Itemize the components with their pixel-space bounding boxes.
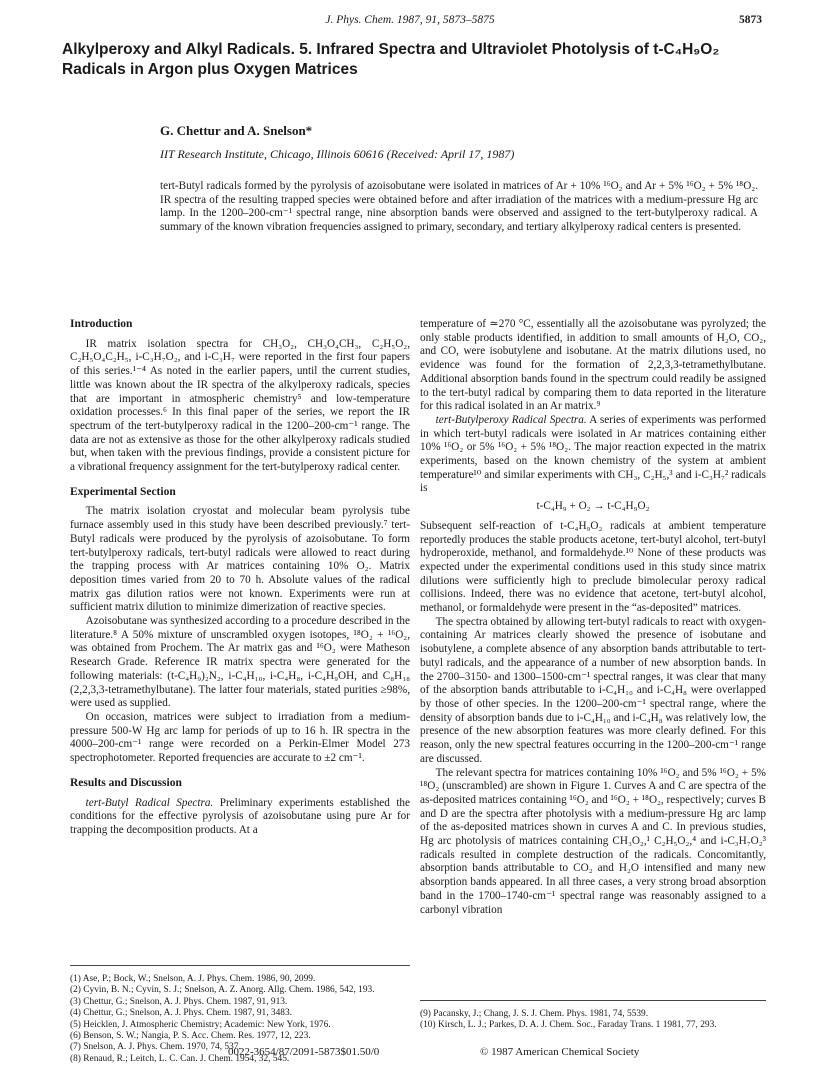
paragraph-text: Preliminary experiments established the conditions for the effective pyrolysis of azoisobutane using pure Ar for trapping the decomposition products. At a (70, 796, 410, 836)
reference-item: (10) Kirsch, L. J.; Parkes, D. A. J. Chem. Soc., Faraday Trans. 1 1981, 77, 293. (420, 1020, 717, 1031)
paragraph (70, 797, 410, 838)
reference-item: (9) Pacansky, J.; Chang, J. S. J. Chem. Phys. 1981, 74, 5539. (420, 1009, 649, 1019)
section-heading-results: Results and Discussion (70, 776, 182, 789)
section-heading-experimental: Experimental Section (70, 485, 176, 498)
reference-item: (8) Renaud, R.; Leitch, L. C. Can. J. Chem. 1954, 32, 545. (70, 1053, 290, 1064)
paragraph: On occasion, matrices were subject to irradiation from a medium-pressure 500-W Hg arc lamp for periods of up to 16 h. IR spectra in the 4000–200-cm⁻¹ range were recorded on a Perkin-Elmer Model 273 spectrophotometer. Reported frequencies are accurate to ±2 cm⁻¹. (70, 710, 410, 765)
reference-item: (4) Chettur, G.; Snelson, A. J. Phys. Chem. 1987, 91, 3483. (70, 1008, 293, 1019)
paragraph (420, 414, 766, 496)
paragraph: IR matrix isolation spectra for CH₃O₂, CH₃O₄CH₃, C₂H₅O₂, C₂H₅O₄C₂H₅, i-C₃H₇O₂, and i-C₃H₇ were reported in the first four papers of this series.¹⁻⁴ As noted in the earlier papers, until the current studies, little was known about the IR spectra of the alkylperoxy radicals, species that are important in atmospheric chemistry⁵ and low-temperature oxidation processes.⁶ In this final paper of the series, we report the IR spectrum of the tert-butylperoxy radical in the 1200–200-cm⁻¹ range. The data are not as extensive as those for the other alkylperoxy radicals studied but, when taken with the previous findings, provide a consistent picture for a vibrational frequency assignment for the tert-butylperoxy radical center. (70, 337, 410, 474)
author-list: G. Chettur and A. Snelson* (160, 123, 313, 138)
reference-item: (1) Ase, P.; Bock, W.; Snelson, A. J. Phys. Chem. 1986, 90, 2099. (70, 974, 316, 984)
running-head (0, 14, 820, 30)
paragraph: The relevant spectra for matrices containing 10% ¹⁶O₂ and 5% ¹⁶O₂ + 5% ¹⁸O₂ (unscrambled) are shown in Figure 1. Curves A and C are spectra of the as-deposited matrices containing ¹⁶O₂ and ¹⁶O₂ + ¹⁸O₂, respectively; curves B and D are the spectra after photolysis with a medium-pressure Hg arc lamp of the as-deposited matrices shown in curves A and C. In previous studies, Hg arc photolysis of matrices containing CH₃O₂,¹ C₂H₅O₂,⁴ and i-C₃H₇O₂³ radicals resulted in complete destruction of the radicals. Concomitantly, absorption bands attributable to CO₂ and H₂O intensified and many new absorption bands appeared. In all three cases, a very strong broad absorption band in the 1700–1740-cm⁻¹ spectral range was reasonably assigned to a carbonyl vibration (420, 766, 766, 916)
paragraph: Azoisobutane was synthesized according to a procedure described in the literature.⁸ A 50% mixture of unscrambled oxygen isotopes, ¹⁸O₂ + ¹⁶O₂, was obtained from Prochem. The Ar matrix gas and ¹⁶O₂ were Matheson Research Grade. Reference IR matrix spectra were generated for the following materials: (t-C₄H₉)₂N₂, i-C₄H₁₀, i-C₄H₈, i-C₄H₉OH, and C₈H₁₈ (2,2,3,3-tetramethylbutane). The latter four materials, stated purities ≥98%, were used as supplied. (70, 615, 410, 710)
reference-item: (6) Benson, S. W.; Nangia, P. S. Acc. Chem. Res. 1977, 12, 223. (70, 1031, 311, 1042)
paragraph: Subsequent self-reaction of t-C₄H₉O₂ radicals at ambient temperature reportedly produces the stable products acetone, tert-butyl alcohol, tert-butyl hydroperoxide, methanol, and formaldehyde.¹⁰ None of these products was expected under the experimental conditions used in this study since matrix dilutions were sufficiently high to preclude bimolecular peroxy radical collisions. Indeed, there was no evidence that acetone, tert-butyl alcohol, methanol, or formaldehyde were present in the “as-deposited” matrices. (420, 519, 766, 615)
paragraph: The spectra obtained by allowing tert-butyl radicals to react with oxygen-containing Ar matrices clearly showed the presence of isobutane and isobutylene, a complete absence of any absorption bands attributable to tert-butyl radicals, and the appearance of a number of new absorption bands. In the 2700–3150- and 1300–1500-cm⁻¹ spectral ranges, it was clear that many of the absorption bands attributable to i-C₄H₁₀ and i-C₄H₈ were overlapped by those of other species. In the 1200–200-cm⁻¹ spectral range, where the density of absorption bands due to i-C₄H₁₀ and i-C₄H₈ was relatively low, the presence of the new absorption features was more clearly defined. For this reason, only the new spectral features occurring in the 1200–200-cm⁻¹ range are discussed. (420, 615, 766, 765)
abstract: tert-Butyl radicals formed by the pyrolysis of azoisobutane were isolated in matrices of Ar + 10% ¹⁶O₂ and Ar + 5% ¹⁶O₂ + 5% ¹⁸O₂. IR spectra of the resulting trapped species were obtained before and after irradiation of the matrices with a medium-pressure Hg arc lamp. In the 1200–200-cm⁻¹ spectral range, nine absorption bands were observed and assigned to the tert-butylperoxy radical. A summary of the known vibration frequencies assigned to primary, secondary, and tertiary alkylperoxy radical centers is presented. (160, 180, 758, 233)
reference-item: (2) Cyvin, B. N.; Cyvin, S. J.; Snelson, A. Z. Anorg. Allg. Chem. 1986, 542, 193. (70, 985, 375, 996)
runin-heading: tert-Butyl Radical Spectra. (85, 796, 214, 809)
affiliation: IIT Research Institute, Chicago, Illinois 60616 (Received: April 17, 1987) (160, 147, 515, 161)
article-title: Alkylperoxy and Alkyl Radicals. 5. Infrared Spectra and Ultraviolet Photolysis of t-C₄H₉O₂ Radicals in Argon plus Oxygen Matrices (62, 41, 720, 78)
reaction-equation: t-C₄H₉ + O₂ → t-C₄H₉O₂ (536, 500, 650, 513)
references-right (420, 1000, 766, 1032)
copyright-notice: © 1987 American Chemical Society (480, 1046, 640, 1058)
page-number: 5873 (739, 14, 762, 26)
right-column (420, 318, 766, 917)
paragraph: The matrix isolation cryostat and molecular beam pyrolysis tube furnace assembly used in this study have been described previously.⁷ tert-Butyl radicals were produced by the pyrolysis of azoisobutane. To form tert-butylperoxy radicals, tert-butyl radicals were allowed to react during the trapping process with Ar matrices containing 10% O₂. Matrix deposition times varied from 20 to 70 h. Absolute values of the radical matrix gas dilution ratios were not known. Experiments were run at sufficient matrix dilution to minimize dimerization of reactive species. (70, 505, 410, 614)
article-code: 0022-3654/87/2091-5873$01.50/0 (228, 1046, 380, 1058)
reference-item: (3) Chettur, G.; Snelson, A. J. Phys. Chem. 1987, 91, 913. (70, 996, 288, 1007)
section-heading-introduction: Introduction (70, 318, 133, 330)
reference-item: (7) Snelson, A. J. Phys. Chem. 1970, 74, 537. (70, 1042, 241, 1053)
left-column (70, 318, 410, 838)
runin-heading: tert-Butylperoxy Radical Spectra. (435, 413, 587, 426)
journal-citation: J. Phys. Chem. 1987, 91, 5873–5875 (325, 14, 495, 26)
paragraph-text: A series of experiments was performed in which tert-butyl radicals were isolated in Ar matrices containing either 10% ¹⁶O₂ or 5% ¹⁶O₂ + 5% ¹⁸O₂. The major reaction expected in the matrix experiments, based on the known chemistry of the system at ambient temperature¹⁰ and similar experiments with CH₃, C₂H₅,³ and i-C₃H₇² radicals is (420, 413, 766, 495)
paragraph: temperature of ≃270 °C, essentially all the azoisobutane was pyrolyzed; the only stable products identified, in addition to small amounts of H₂O, CO₂, and CO, were isobutylene and isobutane. At the matrix dilutions used, no evidence was found for the formation of 2,2,3,3-tetramethylbutane. Additional absorption bands found in the spectrum could readily be assigned to the tert-butyl radical by comparing them to data reported in the literature for this radical isolated in an Ar matrix.⁹ (420, 318, 766, 413)
reference-item: (5) Heicklen, J. Atmospheric Chemistry; Academic: New York, 1976. (70, 1019, 331, 1030)
